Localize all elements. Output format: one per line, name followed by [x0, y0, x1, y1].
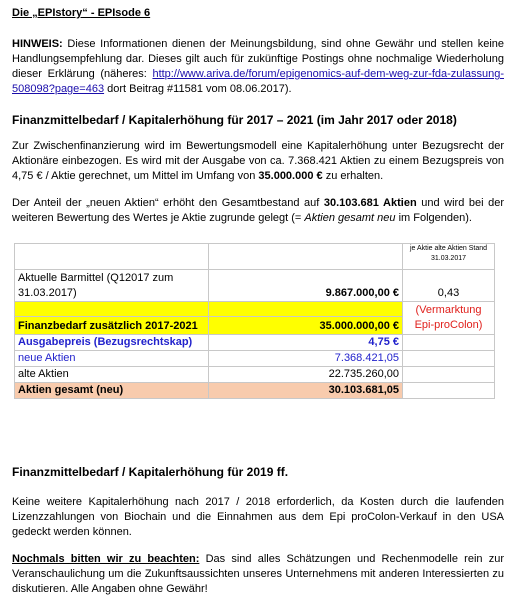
- document-title: Die „EPIstory“ - EPIsode 6: [12, 7, 151, 19]
- alte-aktien-label: alte Aktien: [15, 367, 209, 383]
- gesamt-label: Aktien gesamt (neu): [15, 383, 209, 399]
- table-cell-empty: [15, 244, 209, 270]
- vermarktung-note: (Vermarktung Epi-proColon): [403, 302, 495, 335]
- table-row-alte-aktien: [15, 367, 495, 383]
- section2-heading: Finanzmittelbedarf / Kapitalerhöhung für 2019 ff.: [12, 465, 289, 479]
- neue-aktien-label: neue Aktien: [15, 351, 209, 367]
- per-share-header: je Aktie alte Aktien Stand 31.03.2017: [403, 244, 495, 270]
- closing-note-text: Das sind alles Schätzungen und Rechenmodelle rein zur Veranschaulichung um die Zukunftsaussichten unseres Unternehmens mit anderen Interessierten zu diskutieren. Alle Angaben ohne Gewähr!: [12, 553, 504, 595]
- table-cell-empty: [15, 302, 209, 317]
- finance-table: [14, 243, 495, 399]
- closing-note: [12, 552, 504, 597]
- table-cell-empty: [403, 383, 495, 399]
- barmittel-per-share: 0,43: [403, 270, 495, 302]
- finanzbedarf-value: 35.000.000,00 €: [209, 317, 403, 335]
- table-cell-empty: [403, 351, 495, 367]
- alte-aktien-value: 22.735.260,00: [209, 367, 403, 383]
- table-row-neue-aktien: [15, 351, 495, 367]
- section2-paragraph: Keine weitere Kapitalerhöhung nach 2017 / 2018 erforderlich, da Kosten durch die laufenden Lizenzzahlungen von Biochain und die Einnahmen aus dem Epi proColon-Verkauf in den USA gedeckt werden können.: [12, 496, 504, 538]
- section1-para2-mid: und wird bei der weiteren Bewertung des Wertes je Aktie zugrunde gelegt (=: [12, 197, 504, 224]
- closing-note-label: Nochmals bitten wir zu beachten:: [12, 553, 200, 565]
- section1-para2-total: 30.103.681 Aktien: [323, 197, 417, 209]
- disclaimer-text: Diese Informationen dienen der Meinungsbildung, sind ohne Gewähr und stellen keine Handlungsempfehlung dar. Dieses gilt auch für zukünftige Postings ohne nochmalige Wiederholung dieser Erklärung (näheres:: [12, 38, 504, 80]
- table-cell-empty: [209, 302, 403, 317]
- section1-para2-text: Der Anteil der „neuen Aktien“ erhöht den Gesamtbestand auf: [12, 197, 324, 209]
- table-cell-empty: [403, 335, 495, 351]
- section1-heading: Finanzmittelbedarf / Kapitalerhöhung für 2017 – 2021 (im Jahr 2017 oder 2018): [12, 113, 457, 127]
- forum-link[interactable]: http://www.ariva.de/forum/epigenomics-auf-dem-weg-zur-fda-zulassung-508098?page=463: [12, 68, 504, 95]
- section1-para1-end: zu erhalten.: [322, 170, 384, 182]
- disclaimer-label: HINWEIS:: [12, 38, 63, 50]
- table-header-row: [15, 244, 495, 270]
- table-cell-empty: [403, 367, 495, 383]
- section1-para2-end: im Folgenden).: [395, 212, 472, 224]
- disclaimer-paragraph: [12, 37, 504, 97]
- ausgabepreis-label: Ausgabepreis (Bezugsrechtskap): [15, 335, 209, 351]
- barmittel-label: Aktuelle Barmittel (Q12017 zum 31.03.2017): [15, 270, 209, 302]
- barmittel-value: 9.867.000,00 €: [209, 270, 403, 302]
- table-row-gesamt: [15, 383, 495, 399]
- table-row-ausgabepreis: [15, 335, 495, 351]
- gesamt-value: 30.103.681,05: [209, 383, 403, 399]
- disclaimer-suffix: dort Beitrag #11581 vom 08.06.2017).: [104, 83, 292, 95]
- section1-para1-text: Zur Zwischenfinanzierung wird im Bewertungsmodell eine Kapitalerhöhung unter Bezugsrecht der Aktionäre einbezogen. Es wird mit der Ausgabe von ca. 7.368.421 Aktien zu einem Bezugspreis von 4,75 € / Aktie gerechnet, um Mittel im Umfang von: [12, 140, 504, 182]
- section1-para1-amount: 35.000.000 €: [258, 170, 323, 182]
- section1-paragraph2: [12, 196, 504, 226]
- ausgabepreis-value: 4,75 €: [209, 335, 403, 351]
- table-row-barmittel: [15, 270, 495, 302]
- finanzbedarf-label: Finanzbedarf zusätzlich 2017-2021: [15, 317, 209, 335]
- section1-para2-italic: Aktien gesamt neu: [304, 212, 396, 224]
- table-row-spacer: [15, 302, 495, 317]
- neue-aktien-value: 7.368.421,05: [209, 351, 403, 367]
- section1-paragraph1: [12, 139, 504, 184]
- table-cell-empty: [209, 244, 403, 270]
